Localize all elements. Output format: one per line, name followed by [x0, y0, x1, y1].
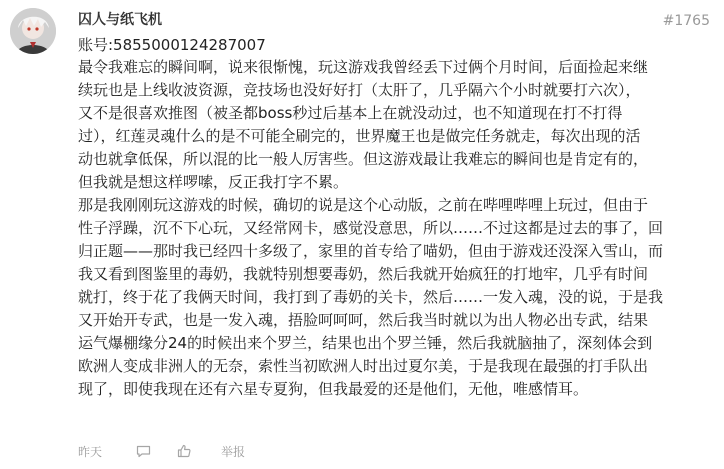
content-line: 性子浮躁，沉不下心玩，又经常网卡，感觉没意思，所以……不过这都是过去的事了，回	[78, 219, 664, 237]
floor-number: #1765	[662, 13, 710, 29]
content-line: 续玩也是上线收波资源，竞技场也没好好打（太肝了，几乎隔六个小时就要打六次），	[78, 81, 641, 99]
content-line: 就打，终于花了我俩天时间，我打到了毒奶的关卡，然后……一发入魂，没的说，于是我	[78, 288, 664, 306]
avatar-image	[10, 8, 56, 54]
report-link[interactable]: 举报	[221, 444, 246, 459]
post-footer	[78, 442, 245, 460]
content-line: 又不是很喜欢推图（被圣都boss秒过后基本上在就没动过，也不知道现在打不打得	[78, 104, 623, 122]
content-line: 欧洲人变成非洲人的无奈，索性当初欧洲人时出过夏尔美，于是我现在最强的打手队出	[78, 357, 649, 375]
content-line: 但我就是想这样啰嗦，反正我打字不累。	[78, 173, 349, 191]
content-line: 过），红莲灵魂什么的是不可能全刷完的，世界魔王也是做完任务就走，每次出现的活	[78, 127, 641, 145]
content-line: 最令我难忘的瞬间啊，说来很惭愧，玩这游戏我曾经丢下过俩个月时间，后面捡起来继	[78, 58, 649, 76]
content-line: 运气爆棚缘分24的时候出来个罗兰，结果也出个罗兰锤，然后我就脑抽了，深刻体会到	[78, 334, 653, 352]
content-line: 动也就拿低保，所以混的比一般人厉害些。但这游戏最让我难忘的瞬间也是肯定有的，	[78, 150, 649, 168]
content-line: 归正题——那时我已经四十多级了，家里的首专给了喵奶，但由于游戏还没深入雪山，而	[78, 242, 664, 260]
comment-icon	[136, 445, 151, 458]
avatar[interactable]	[10, 8, 56, 54]
account-id: 账号:5855000124287007	[78, 36, 266, 54]
content-line: 那是我刚刚玩这游戏的时候，确切的说是这个心动版，之前在哔哩哔哩上玩过，但由于	[78, 196, 649, 214]
content-line: 我又看到图鉴里的毒奶，我就特别想要毒奶，然后我就开始疯狂的打地牢，几乎有时间	[78, 265, 649, 283]
post-date: 昨天	[78, 444, 103, 459]
content-line: 现了，即使我现在还有六星专夏狗，但我最爱的还是他们，无他，唯感情耳。	[78, 380, 589, 398]
username[interactable]: 囚人与纸飞机	[78, 12, 162, 28]
comment-button[interactable]	[136, 445, 151, 458]
content-line: 又开始开专武，也是一发入魂，捂脸呵呵呵，然后我当时就以为出人物必出专武，结果	[78, 311, 649, 329]
like-button[interactable]	[177, 444, 191, 458]
thumbs-up-icon	[177, 444, 191, 458]
post-content	[78, 56, 706, 401]
